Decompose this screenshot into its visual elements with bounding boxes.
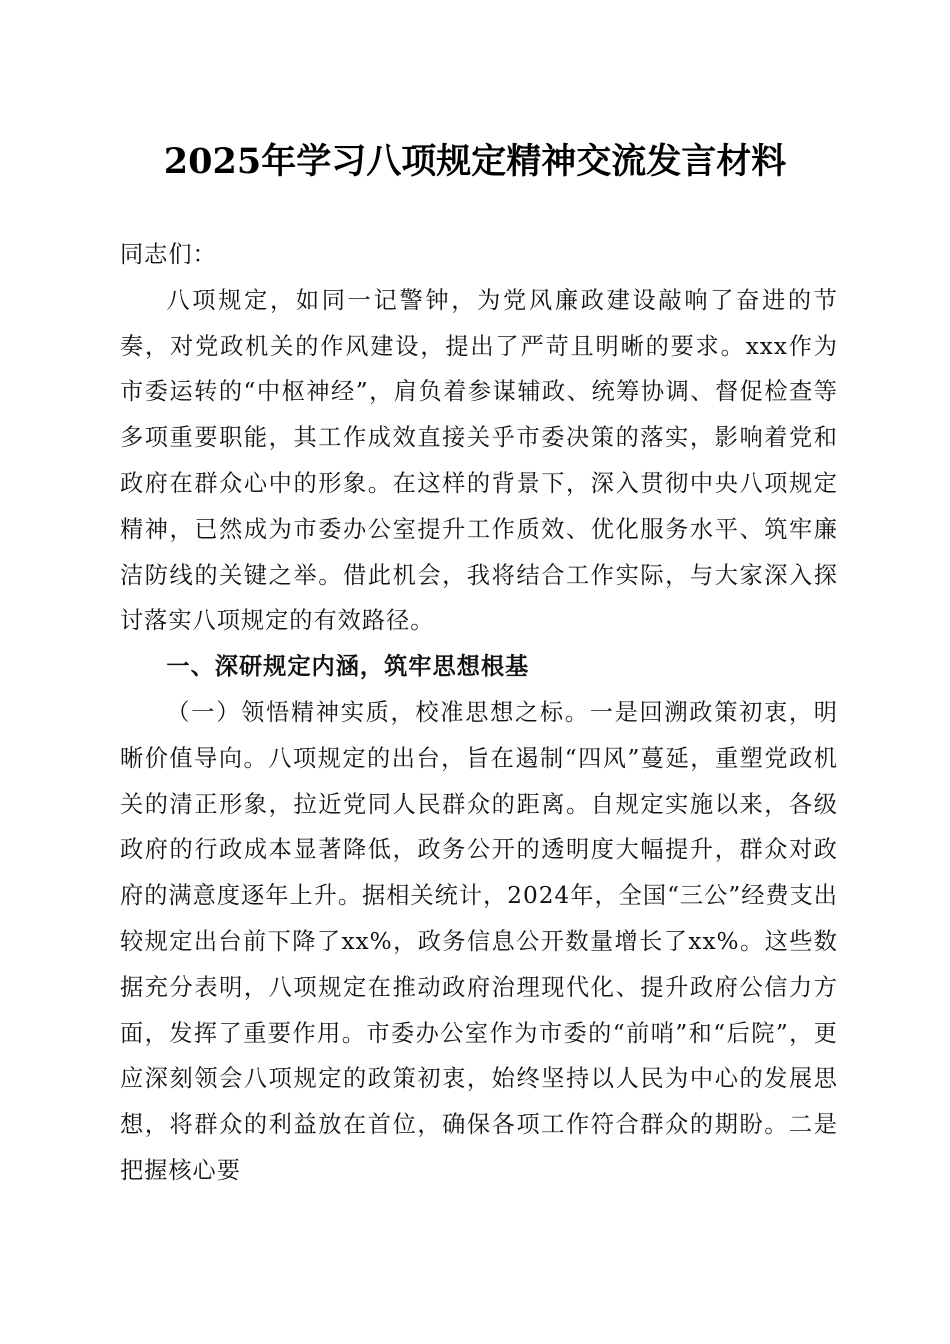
intro-paragraph: 八项规定，如同一记警钟，为党风廉政建设敲响了奋进的节奏，对党政机关的作风建设，提出了严苛且明晰的要求。xxx作为市委运转的“中枢神经”，肩负着参谋辅政、统筹协调、督促检查等多项重要职能，其工作成效直接关乎市委决策的落实，影响着党和政府在群众心中的形象。在这样的背景下，深入贯彻中央八项规定精神，已然成为市委办公室提升工作质效、优化服务水平、筑牢廉洁防线的关键之举。借此机会，我将结合工作实际，与大家深入探讨落实八项规定的有效路径。 [120,286,838,635]
document-body [120,232,838,1194]
document-title: 2025年学习八项规定精神交流发言材料 [163,141,787,182]
salutation: 同志们： [120,241,217,268]
section-heading: 一、深研规定内涵，筑牢思想根基 [166,653,530,681]
section-paragraph: （一）领悟精神实质，校准思想之标。一是回溯政策初衷，明晰价值导向。八项规定的出台，旨在遏制“四风”蔓延，重塑党政机关的清正形象，拉近党同人民群众的距离。自规定实施以来，各级政府的行政成本显著降低，政务公开的透明度大幅提升，群众对政府的满意度逐年上升。据相关统计，2024年，全国“三公”经费支出较规定出台前下降了xx%，政务信息公开数量增长了xx%。这些数据充分表明，八项规定在推动政府治理现代化、提升政府公信力方面，发挥了重要作用。市委办公室作为市委的“前哨”和“后院”，更应深刻领会八项规定的政策初衷，始终坚持以人民为中心的发展思想，将群众的利益放在首位，确保各项工作符合群众的期盼。二是把握核心要 [120,698,838,1184]
